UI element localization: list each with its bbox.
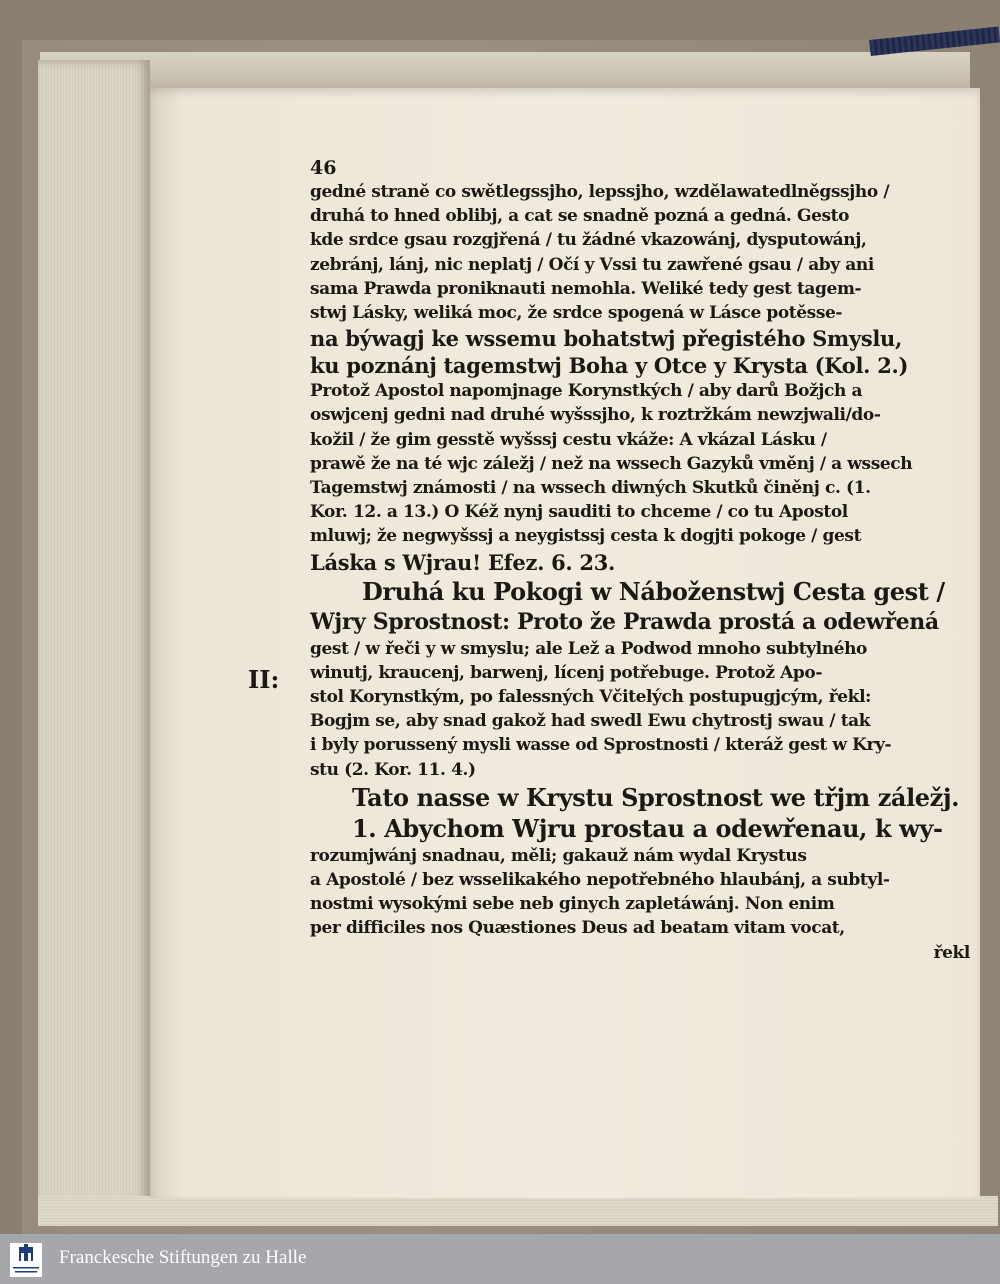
text-line: ku poznánj tagemstwj Boha y Otce y Krysta (Kol. 2.) xyxy=(310,353,909,379)
text-line: mluwj; že negwyšssj a neygistssj cesta k dogjti pokoge / gest xyxy=(310,526,862,547)
text-line: Wjry Sprostnost: Proto že Prawda prostá a odewřená xyxy=(310,608,939,635)
text-line: a Apostolé / bez wsselikakého nepotřebného hlaubánj, a subtyl- xyxy=(310,870,890,891)
text-line: Bogjm se, aby snad gakož had swedl Ewu chytrostj swau / tak xyxy=(310,711,871,732)
text-line: prawě že na té wjc záležj / než na wssech Gazyků vměnj / a wssech xyxy=(310,453,913,474)
text-line: stwj Lásky, weliká moc, že srdce spogená w Lásce potěsse- xyxy=(310,303,843,324)
institution-name: Franckesche Stiftungen zu Halle xyxy=(59,1247,307,1268)
text-line: druhá to hned oblibj, a cat se snadně pozná a gedná. Gesto xyxy=(310,206,850,227)
text-line: Tato nasse w Krystu Sprostnost we třjm záležj. xyxy=(352,782,960,812)
margin-note: II: xyxy=(248,665,280,694)
text-line: winutj, kraucenj, barwenj, lícenj potřebuge. Protož Apo- xyxy=(310,662,822,683)
text-line: Druhá ku Pokogi w Náboženstwj Cesta gest / xyxy=(362,576,945,606)
text-line: řekl xyxy=(933,942,970,963)
footer-bar xyxy=(0,1234,1000,1284)
text-line: Láska s Wjrau! Efez. 6. 23. xyxy=(310,549,616,575)
text-line: na býwagj ke wssemu bohatstwj přegistého Smyslu, xyxy=(310,326,903,352)
text-line: 1. Abychom Wjru prostau a odewřenau, k wy- xyxy=(352,813,943,843)
text-line: oswjcenj gedni nad druhé wyšssjho, k roztržkám newzjwali/do- xyxy=(310,405,881,426)
text-line: i byly porussený mysli wasse od Sprostnosti / kteráž gest w Kry- xyxy=(310,735,892,756)
text-line: nostmi wysokými sebe neb ginych zapletáwánj. Non enim xyxy=(310,894,835,915)
text-line: stu (2. Kor. 11. 4.) xyxy=(310,759,476,780)
page-edges-bottom xyxy=(38,1196,998,1226)
text-line: Kor. 12. a 13.) O Kéž nynj sauditi to chceme / co tu Apostol xyxy=(310,502,848,523)
text-line: rozumjwánj snadnau, měli; gakauž nám wydal Krystus xyxy=(310,845,807,866)
text-line: per difficiles nos Quæstiones Deus ad beatam vitam vocat, xyxy=(310,918,845,939)
text-line: zebránj, lánj, nic neplatj / Očí y Vssi tu zawřené gsau / aby ani xyxy=(310,254,874,275)
page-text xyxy=(310,158,970,965)
page-number: 46 xyxy=(310,157,337,179)
text-line: gest / w řeči y w smyslu; ale Lež a Podwod mnoho subtylného xyxy=(310,638,867,659)
text-line: Tagemstwj známosti / na wssech diwných Skutků činěnj c. (1. xyxy=(310,478,871,499)
text-line: gedné straně co swětlegssjho, lepssjho, wzdělawatedlněgssjho / xyxy=(310,182,890,202)
text-line: sama Prawda proniknauti nemohla. Weliké tedy gest tagem- xyxy=(310,278,862,299)
text-line: kde srdce gsau rozgjřená / tu žádné vkazowánj, dysputowánj, xyxy=(310,230,867,251)
text-line: kožil / že gim gesstě wyšssj cestu vkáže: A vkázal Lásku / xyxy=(310,429,827,450)
page-edges-left xyxy=(38,60,150,1220)
text-line: stol Korynstkým, po falessných Včitelých postupugjcým, řekl: xyxy=(310,687,871,708)
franckesche-logo-icon xyxy=(10,1243,42,1277)
text-line: Protož Apostol napomjnage Korynstkých / aby darů Božjch a xyxy=(310,381,863,402)
